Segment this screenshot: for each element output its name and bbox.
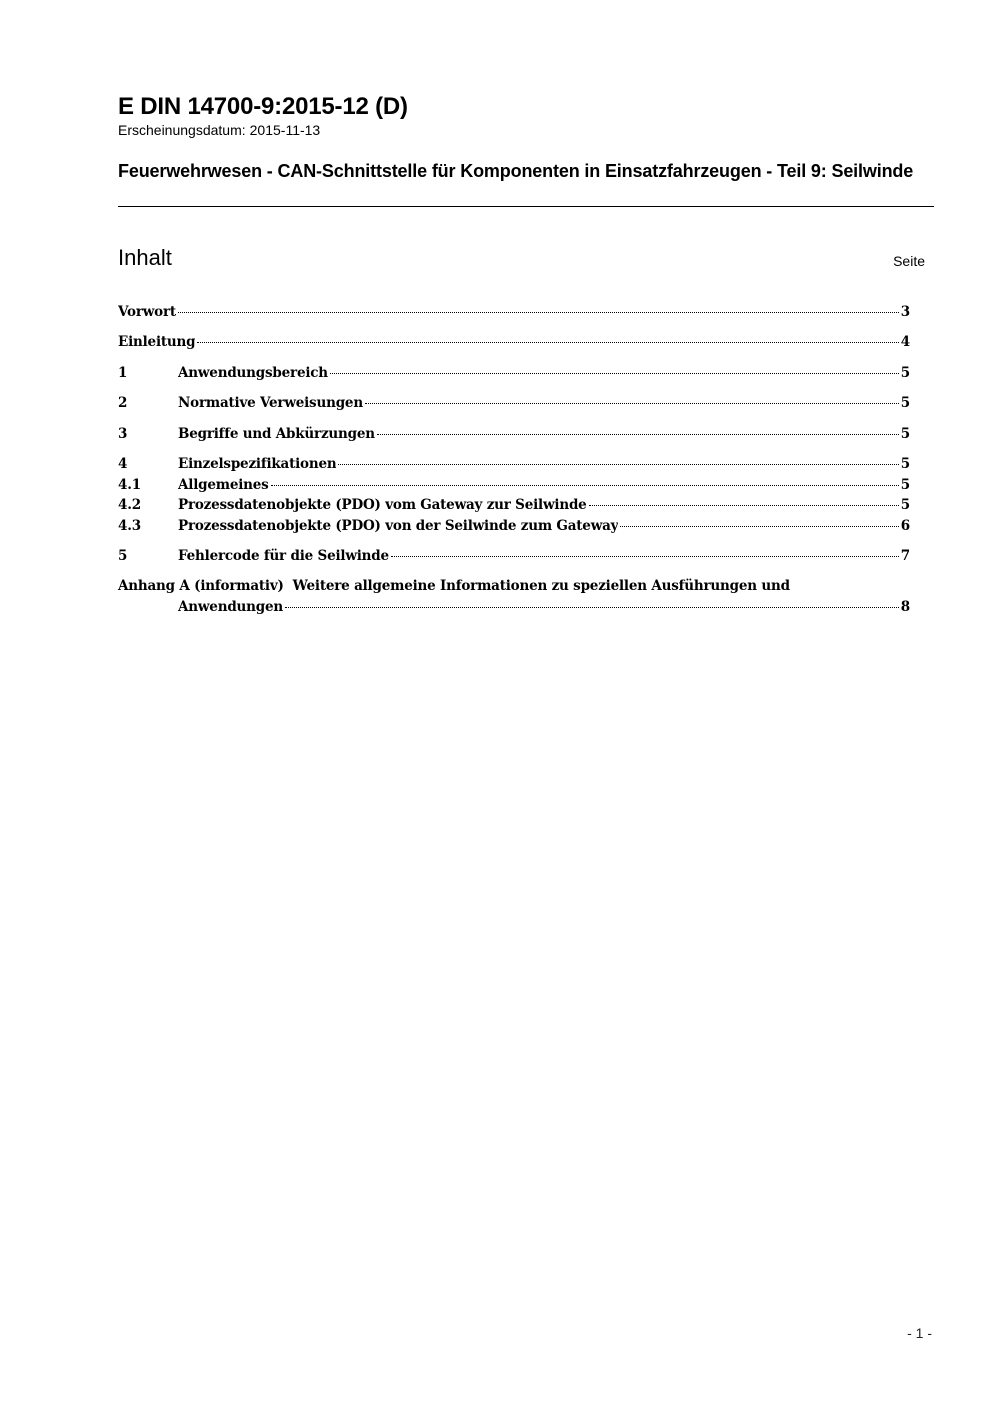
toc-entry-text: Einleitung [118,334,196,350]
toc-entry-page: 8 [900,599,910,615]
toc-leader-dots [178,311,899,313]
toc-entry-number: 3 [118,426,128,442]
toc-leader-dots [330,372,899,374]
toc-entry-page: 7 [900,548,910,564]
document-title: Feuerwehrwesen - CAN-Schnittstelle für Komponenten in Einsatzfahrzeugen - Teil 9: Seilwinde [118,161,914,181]
title-divider [118,206,934,207]
toc-entry-page: 5 [900,395,910,411]
toc-heading: Inhalt [118,245,172,270]
toc-page-column-label: Seite [893,253,925,269]
toc-entry-section-4-2[interactable] [118,495,910,516]
toc-entry-section-4-1[interactable] [118,475,910,496]
toc-leader-dots [365,402,899,404]
toc-annex-line-1 [118,576,910,597]
toc-entry-number: 5 [118,548,128,564]
toc-entry-page: 3 [900,304,910,320]
toc-entry-text: Normative Verweisungen [178,395,363,411]
toc-entry-text: Prozessdatenobjekte (PDO) von der Seilwinde zum Gateway [178,518,619,534]
toc-annex-line-2 [118,597,910,618]
toc-annex-text-line-2: Anwendungen [178,599,284,615]
toc-entry-text: Prozessdatenobjekte (PDO) vom Gateway zur Seilwinde [178,497,587,513]
toc-leader-dots [620,525,898,527]
toc-leader-dots [285,606,899,608]
toc-entry-section-3[interactable] [118,424,910,445]
toc-leader-dots [377,433,899,435]
toc-entry-text: Anwendungsbereich [178,365,328,381]
toc-entry-text: Einzelspezifikationen [178,456,337,472]
toc-entry-page: 5 [900,477,910,493]
toc-entry-section-4-3[interactable] [118,516,910,537]
toc-entry-page: 5 [900,497,910,513]
publication-date-label: Erscheinungsdatum: [118,122,246,138]
toc-entry-text: Fehlercode für die Seilwinde [178,548,389,564]
toc-entry-page: 4 [900,334,910,350]
toc-entry-section-5[interactable] [118,546,910,567]
toc-entry-section-4[interactable] [118,454,910,475]
publication-date-line [118,122,320,138]
toc-entry-number: 4.2 [118,497,141,513]
toc-entry-text: Allgemeines [178,477,269,493]
document-id: E DIN 14700-9:2015-12 (D) [118,93,408,120]
toc-entry-page: 5 [900,456,910,472]
toc-annex-label: Anhang A (informativ) [118,578,284,594]
toc-entry-text: Begriffe und Abkürzungen [178,426,375,442]
toc-leader-dots [338,463,898,465]
toc-entry-number: 2 [118,395,128,411]
toc-annex-text-line-1: Weitere allgemeine Informationen zu speziellen Ausführungen und [292,578,790,594]
toc-entry-text: Vorwort [118,304,176,320]
toc-entry-einleitung[interactable] [118,332,910,353]
toc-entry-number: 4.3 [118,518,141,534]
toc-entry-page: 6 [900,518,910,534]
publication-date-value: 2015-11-13 [249,122,321,138]
toc-entry-number: 1 [118,365,128,381]
toc-leader-dots [271,484,899,486]
toc-leader-dots [197,341,898,343]
toc-entry-page: 5 [900,426,910,442]
page-number: - 1 - [907,1325,932,1341]
toc-leader-dots [391,555,899,557]
toc-entry-section-2[interactable] [118,393,910,414]
toc-entry-page: 5 [900,365,910,381]
toc-entry-vorwort[interactable] [118,302,910,323]
toc-entry-section-1[interactable] [118,363,910,384]
toc-leader-dots [589,504,899,506]
toc-entry-number: 4 [118,456,128,472]
toc-entry-annex-a[interactable] [118,576,910,618]
toc-entry-number: 4.1 [118,477,141,493]
